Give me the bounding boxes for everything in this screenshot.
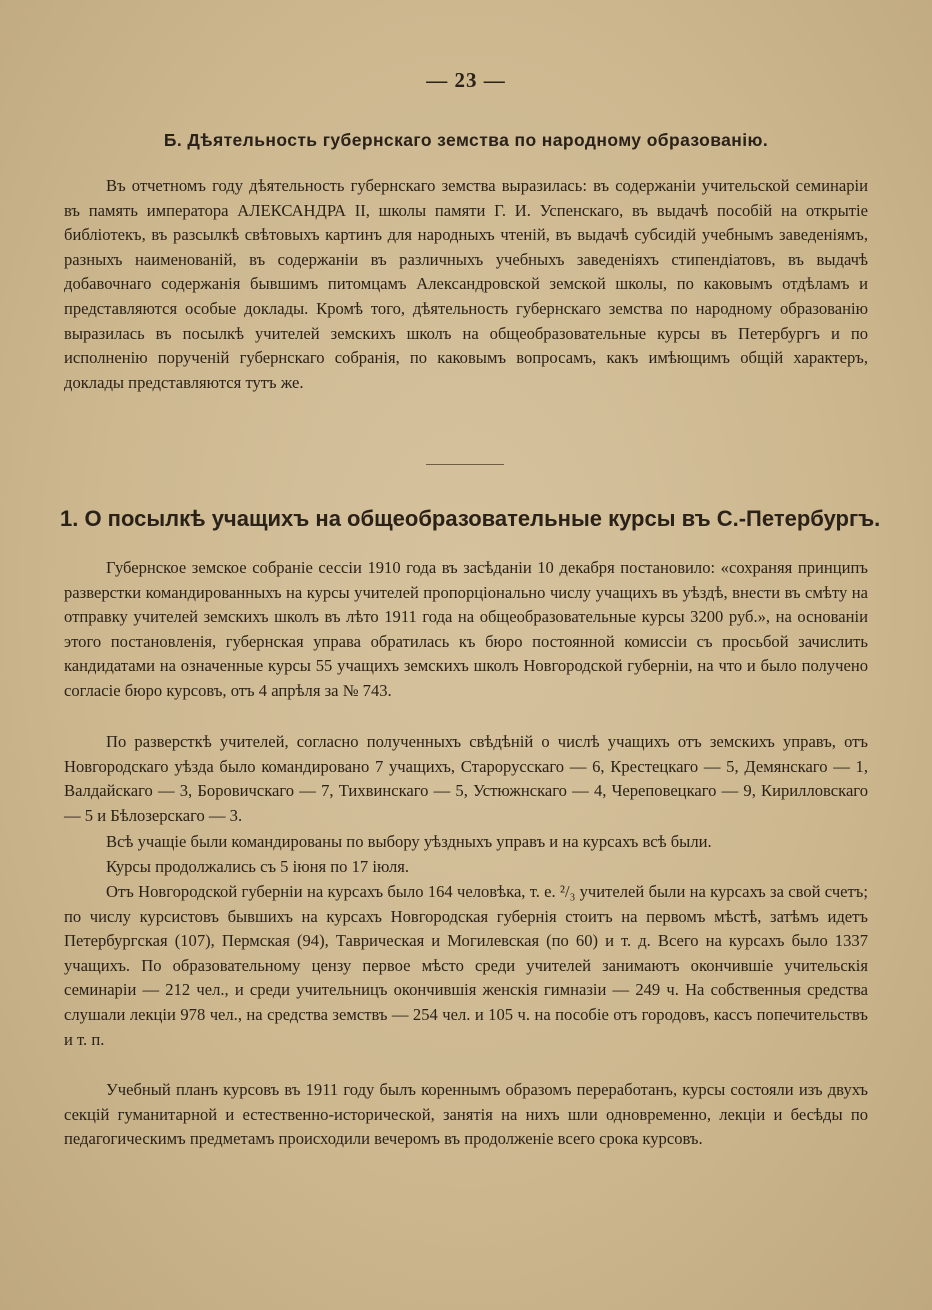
page-number: — 23 — [426,68,506,92]
chapter-title: 1. О посылкѣ учащихъ на общеобразовательные курсы въ С.-Петербургъ. [60,506,881,531]
paragraph-resolution: Губернское земское собраніе сессіи 1910 года въ засѣданіи 10 декабря постановило: «сохраняя принципъ разверстки командированныхъ на курсы учителей пропорціонально числу учащихъ въ уѣздѣ, внести въ смѣту на отправку учителей земскихъ школъ въ лѣто 1911 года на общеобразовательные курсы 3200 руб.», на основаніи этого постановленія, губернская управа обратилась къ бюро постоянной комиссіи съ просьбой зачислить кандидатами на означенные курсы 55 учащихъ земскихъ школъ Новгородской губерніи, на что и было получено согласіе бюро курсовъ, отъ 4 апрѣля за № 743. [64,558,868,700]
paragraph-selection: Всѣ учащіе были командированы по выбору уѣздныхъ управъ и на курсахъ всѣ были. [106,832,712,851]
paragraph-statistics: Отъ Новгородской губерніи на курсахъ было 164 человѣка, т. е. ²/₃ учителей были на курсахъ за свой счетъ; по числу курсистовъ бывшихъ на курсахъ Новгородская губернія стоитъ на первомъ мѣстѣ, затѣмъ идетъ Петербургская (107), Пермская (94), Таврическая и Могилевская (по 60) и т. д. Всего на курсахъ было 1337 учащихъ. По образовательному цензу первое мѣсто среди учителей занимаютъ окончившіе учительскія семинаріи — 212 чел., и среди учительницъ окончившія женскія гимназіи — 249 ч. На собственныя средства слушали лекціи 978 чел., на средства земствъ — 254 чел. и 105 ч. на пособіе отъ городовъ, кассъ попечительствъ и т. п. [64,882,868,1049]
intro-paragraph: Въ отчетномъ году дѣятельность губернскаго земства выразилась: въ содержаніи учительской семинаріи въ память императора АЛЕКСАНДРА II, школы памяти Г. И. Успенскаго, въ выдачѣ пособій на открытіе библіотекъ, въ разсылкѣ свѣтовыхъ картинъ для народныхъ чтеній, въ выдачѣ субсидій учебнымъ заведеніямъ, разныхъ наименованій, въ содержаніи въ различныхъ учебныхъ заведеніяхъ стипендіатовъ, въ выдачѣ добавочнаго содержанія бывшимъ питомцамъ Александровской земской школы, по каковымъ отдѣламъ и представляются особые доклады. Кромѣ того, дѣятельность губернскаго земства по народному образованію выразилась въ посылкѣ учителей земскихъ школъ на общеобразовательные курсы въ Петербургъ и по исполненію порученій губернскаго собранія, по каковымъ вопросамъ, какъ имѣющимъ общій характеръ, доклады представляются тутъ же. [64,176,868,392]
paragraph-allocation: По разверсткѣ учителей, согласно полученныхъ свѣдѣній о числѣ учащихъ отъ земскихъ управъ, отъ Новгородскаго уѣзда было командировано 7 учащихъ, Старорусскаго — 6, Крестецкаго — 5, Демянскаго — 1, Валдайскаго — 3, Боровичскаго — 7, Тихвинскаго — 5, Устюжнскаго — 4, Череповецкаго — 9, Кирилловскаго — 5 и Бѣлозерскаго — 3. [64,732,868,825]
section-title: Б. Дѣятельность губернскаго земства по народному образованію. [163,130,769,150]
section-divider [426,464,504,465]
paragraph-curriculum: Учебный планъ курсовъ въ 1911 году былъ кореннымъ образомъ переработанъ, курсы состояли изъ двухъ секцій гуманитарной и естественно-исторической, занятія на нихъ шли одновременно, лекціи и бесѣды по педагогическимъ предметамъ происходили вечеромъ въ продолженіе всего срока курсовъ. [64,1080,868,1149]
paragraph-duration: Курсы продолжались съ 5 іюня по 17 іюля. [106,857,410,876]
